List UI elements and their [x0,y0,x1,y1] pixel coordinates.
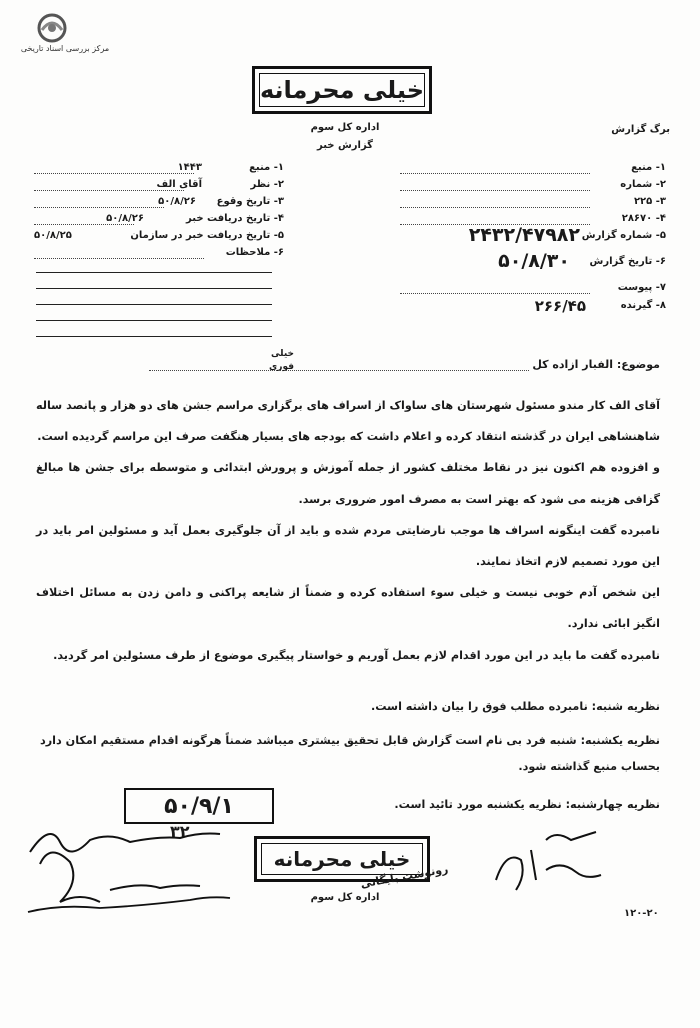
field-row [400,297,666,316]
field-row [34,196,284,212]
field-label: ۱- منبع [249,162,284,173]
blank-line [36,272,272,273]
handwritten-signature-right [476,820,616,900]
field-label: ۴- تاریخ دریافت خبر [186,213,284,224]
department-label: اداره کل سوم [310,122,380,133]
field-label: ۶- تاریخ گزارش [589,256,666,267]
note-wednesday: نظریه چهارشنبه: نظریه یکشنبه مورد تائید است. [394,798,660,811]
date-stamp: ۵۰/۹/۱ [124,788,274,824]
field-label: ۷- پیوست [617,282,666,293]
field-dots [34,258,204,259]
field-label: ۴- ۲۸۶۷۰ [621,213,666,224]
report-body [36,390,660,671]
field-value: آقای الف [156,179,202,190]
recipient-value: ۲۶۶/۴۵ [534,297,586,315]
field-row [34,247,284,263]
classification-stamp: خیلی محرمانه [252,66,432,114]
document-type-label: برگ گزارش [611,124,670,135]
body-paragraph: نامبرده گفت اینگونه اسراف ها موجب نارضایتی مردم شده و باید از آن جلوگیری بعمل آید و مسئولین امر باید در این مورد تصمیم لازم اتخاذ نمایند. [36,523,660,569]
subject-text: موضوع: الفبار ازاده کل [532,358,660,371]
field-dots [400,190,590,191]
blank-line [36,304,272,305]
field-label: ۳- تاریخ وقوع [216,196,284,207]
subject-line [40,358,660,371]
field-dots [34,173,194,174]
field-dots [34,207,164,208]
body-paragraph: نامبرده گفت ما باید در این مورد اقدام لازم بعمل آوریم و خواستار پیگیری موضوع از طرف مسئولین امر گردید. [53,648,660,662]
handwritten-note: رونوشت بایگانی [359,862,450,891]
field-row [400,282,666,298]
field-row [400,162,666,178]
body-paragraph: این شخص آدم خوبی نیست و خیلی سوء استفاده کرده و ضمناً از شایعه پراکنی و دامن زدن به مسائل اختلاف انگیز ابائی ندارد. [36,586,660,631]
field-row [400,179,666,195]
field-label: ۳- ۲۲۵ [633,196,666,207]
report-number: ۲۴۳۲/۴۷۹۸۲ [468,224,580,246]
field-label: ۵- شماره گزارش [581,230,666,241]
field-dots [400,207,590,208]
field-row [34,162,284,178]
field-dots [34,190,184,191]
body-paragraph: آقای الف کار مندو مسئول شهرستان های ساواک از اسراف های برگزاری مراسم جشن های دو هزار و پانصد ساله شاهنشاهی ایران در گذشته انتقاد کرده و اعلام داشت که بودجه های بسیار هنگفت صرف این مراسم گردیده است. [36,399,660,444]
blank-line [36,336,272,337]
report-date: ۵۰/۸/۳۰ [498,250,570,272]
field-dots [34,224,134,225]
field-label: ۱- منبع [631,162,666,173]
footer-number: ۱۲۰-۲۰ [624,908,659,919]
field-label: ۲- نظر [250,179,284,190]
sub-department-label: گزارش خبر [316,140,373,151]
field-row [34,230,284,246]
field-row [400,196,666,212]
blank-line [36,320,272,321]
field-label: ۸- گیرنده [620,300,666,311]
field-dots [400,293,590,294]
classification-stamp-bottom: خیلی محرمانه [254,836,430,882]
field-value: ۱۴۴۳ [177,162,202,173]
archive-logo-icon [32,12,72,48]
field-value: ۵۰/۸/۲۵ [34,230,72,241]
field-row [34,179,284,195]
date-stamp-sub: ۳۲ [170,822,190,841]
field-value: ۵۰/۸/۲۶ [158,196,196,207]
watermark-text: مرکز بررسی اسناد تاریخی [20,44,110,53]
subject-dots [149,370,529,371]
field-label: ۲- شماره [620,179,666,190]
handwritten-signature-left [20,812,240,922]
field-label: ۵- تاریخ دریافت خبر در سازمان [130,230,284,241]
note-saturday: نظریه شنبه: نامبرده مطلب فوق را بیان داشته است. [370,700,660,713]
body-paragraph: و افزوده هم اکنون نیز در نقاط مختلف کشور از جمله آموزش و پرورش ابتدائی و متوسطه برای جشن ها مبالغ گزافی هزینه می شود که بهتر است به مصرف امور ضروری برسد. [36,461,660,506]
urgency-mark: خیلی فوری [269,349,294,372]
field-label: ۶- ملاحظات [225,247,284,258]
field-row [400,250,666,272]
field-row [400,224,666,246]
department-label-bottom: اداره کل سوم [310,892,380,903]
field-row [34,213,284,229]
note-sunday: نظریه یکشنبه: شنبه فرد بی نام است گزارش قابل تحقیق بیشتری میباشد ضمناً هرگونه اقدام مستقیم امکان دارد بحساب منبع گذاشته شود. [40,734,660,773]
blank-line [36,288,272,289]
field-value: ۵۰/۸/۲۶ [106,213,144,224]
field-dots [400,173,590,174]
